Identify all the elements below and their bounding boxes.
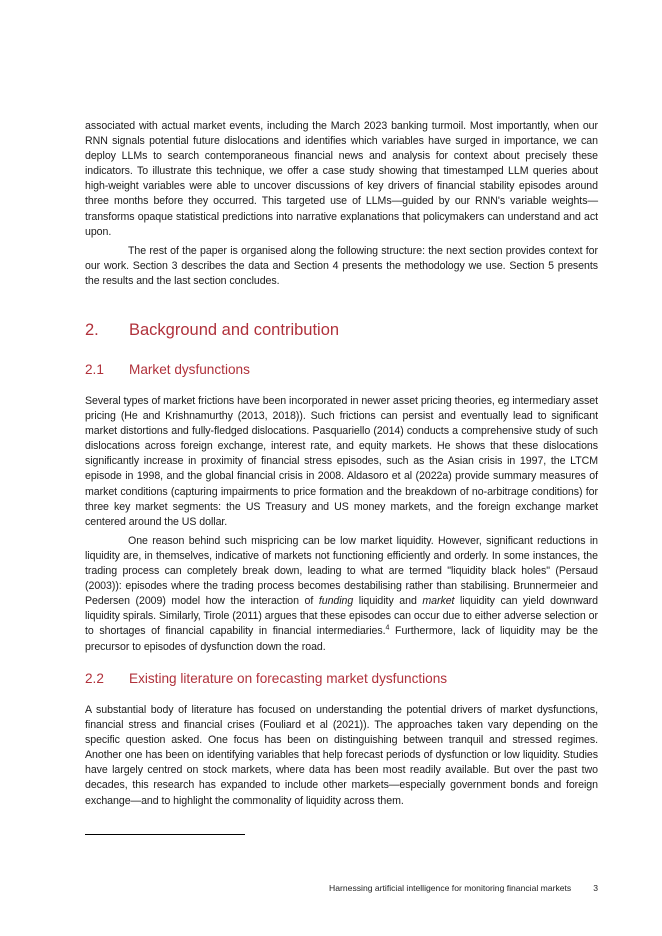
text-run: Furthermore, lack of liquidity may be the precursor to episodes of dysfunction down the road.: [85, 625, 598, 653]
literature-paragraph: A substantial body of literature has focused on understanding the potential drivers of market dysfunctions, financial stress and financial crises (Fouliard et al (2021)). The approaches taken vary depending on the specific question asked. One focus has been on distinguishing between tranquil and stressed regimes. Another one has been on identifying variables that help forecast periods of dysfunction or low liquidity. Studies have largely centred on stock markets, where data has been most readily available. But over the past two decades, this research has expanded to include other markets—especially government bonds and foreign exchange—and to highlight the commonality of liquidity across them.: [85, 704, 598, 807]
subsection-title: Market dysfunctions: [129, 362, 250, 377]
liquidity-paragraph: [85, 534, 598, 655]
intro-paragraph-structure: The rest of the paper is organised along the following structure: the next section provides context for our work. Section 3 describes the data and Section 4 presents the methodology we use. Section 5 presents the results and the last section concludes.: [85, 244, 598, 287]
emphasis-market: market: [422, 595, 455, 608]
section-2-1-body: [85, 394, 598, 655]
emphasis-funding: funding: [318, 595, 354, 608]
text-run: One reason behind such mispricing can be low market liquidity. However, significant reductions in liquidity are, in themselves, indicative of markets not functioning efficiently and orderly. In some instances, the trading process can completely break down, leading to what are termed "liquidity black holes" (Persaud (2003)): episodes where the trading process becomes destabilising rather than stabilising. Brunnermeier and Pedersen (2009) model how the interaction of: [85, 534, 598, 608]
subsection-number: 2.2: [85, 671, 104, 686]
footnote-reference[interactable]: 4: [385, 624, 390, 632]
page-footer: [329, 883, 598, 893]
section-2-2-body: [85, 703, 598, 809]
page-number: 3: [593, 883, 598, 893]
intro-paragraph-continued: associated with actual market events, including the March 2023 banking turmoil. Most importantly, when our RNN signals potential future dislocations and identifies which variables have surged in importance, we can deploy LLMs to search contemporaneous financial news and analysis for context about precisely these indicators. To illustrate this technique, we offer a case study showing that timestamped LLM queries about high-weight variables were able to uncover discussions of key drivers of financial stability episodes around three months before they occurred. This targeted use of LLMs—guided by our RNN's variable weights—transforms opaque statistical predictions into narrative explanations that policymakers can understand and act upon.: [85, 120, 598, 238]
market-frictions-paragraph: Several types of market frictions have been incorporated in newer asset pricing theories, eg intermediary asset pricing (He and Krishnamurthy (2013, 2018)). Such frictions can persist and eventually lead to significant market distortions and fully-fledged dislocations. Pasquariello (2014) conducts a comprehensive study of such dislocations across foreign exchange, interest rate, and equity markets. He shows that these dislocations significantly increase in proximity of financial stress episodes, such as the Asian crisis in 1997, the LTCM episode in 1998, and the global financial crisis in 2008. Aldasoro et al (2022a) provide summary measures of market conditions (capturing impairments to price formation and the breakdown of no-arbitrage conditions) for three key market segments: the US Treasury and US money markets, and the foreign exchange market centered around the US dollar.: [85, 395, 598, 528]
section-number: 2.: [85, 321, 99, 339]
text-run: liquidity and: [353, 595, 423, 608]
footer-title: Harnessing artificial intelligence for monitoring financial markets: [329, 883, 572, 893]
subsection-title: Existing literature on forecasting market dysfunctions: [129, 671, 448, 686]
text-run: liquidity can yield downward liquidity spirals. Similarly, Tirole (2011) argues that these episodes can occur due to either adverse selection or to shortages of financial capability in financial intermediaries.: [85, 595, 598, 638]
intro-block: [85, 119, 598, 289]
footnote-separator: [85, 834, 245, 835]
section-title: Background and contribution: [129, 321, 340, 339]
subsection-heading-2-2: [85, 671, 447, 686]
section-heading-2: [85, 321, 339, 340]
subsection-number: 2.1: [85, 362, 104, 377]
subsection-heading-2-1: [85, 362, 250, 377]
